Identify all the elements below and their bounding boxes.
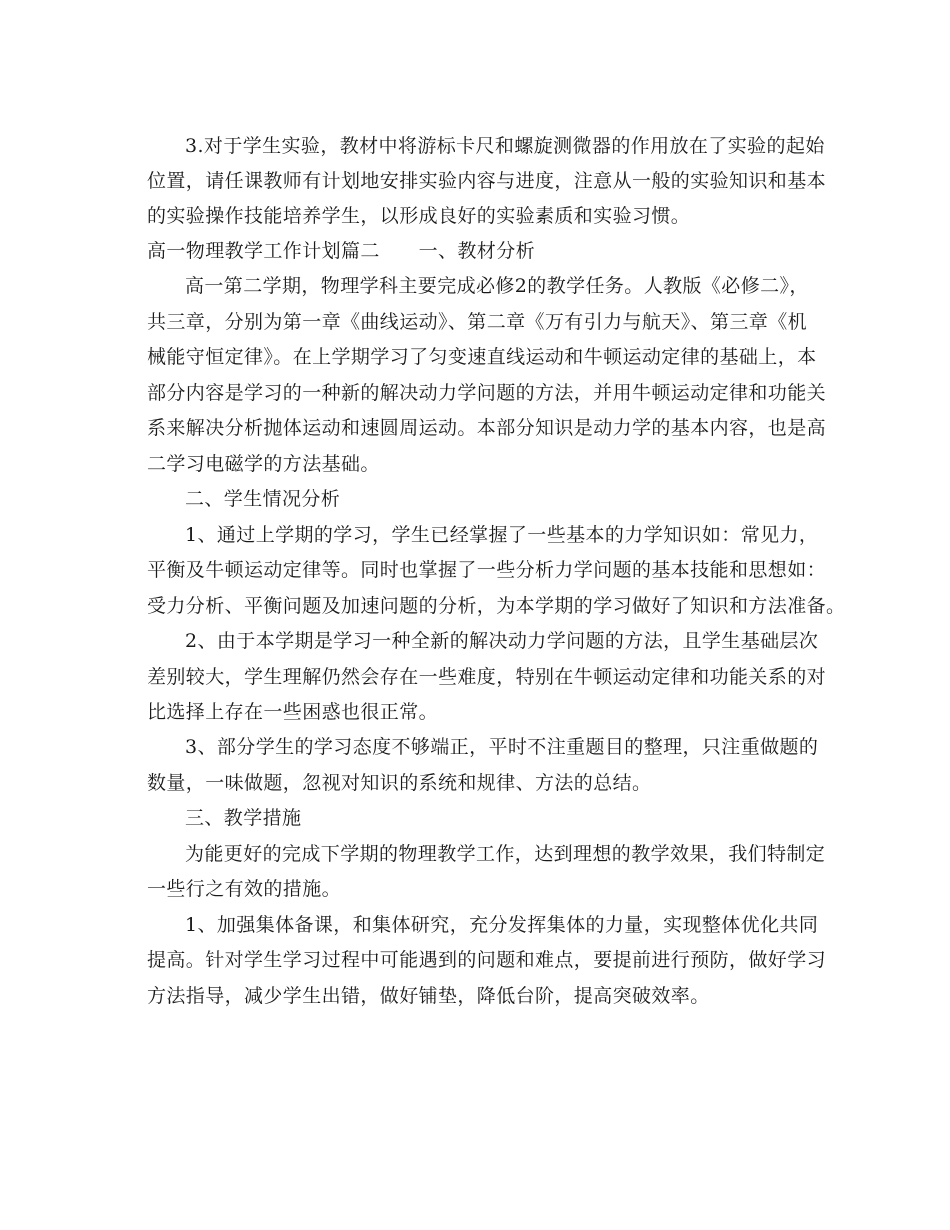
text-line: 提高。针对学生学习过程中可能遇到的问题和难点，要提前进行预防，做好学习 xyxy=(147,949,827,971)
text-line: 二学习电磁学的方法基础。 xyxy=(147,453,380,475)
text-line: 平衡及牛顿运动定律等。同时也掌握了一些分析力学问题的基本技能和思想如： xyxy=(147,559,827,581)
text-line: 数量，一味做题，忽视对知识的系统和规律、方法的总结。 xyxy=(147,772,652,794)
text-line: 部分内容是学习的一种新的解决动力学问题的方法，并用牛顿运动定律和功能关 xyxy=(147,382,827,404)
text-line: 3、部分学生的学习态度不够端正，平时不注重题目的整理，只注重做题的 xyxy=(185,736,819,758)
text-line: 位置，请任课教师有计划地安排实验内容与进度，注意从一般的实验知识和基本 xyxy=(147,170,827,192)
text-line: 比选择上存在一些困惑也很正常。 xyxy=(147,701,439,723)
text-line: 高一第二学期，物理学科主要完成必修2的教学任务。人教版《必修二》， xyxy=(185,275,809,297)
section-heading: 高一物理教学工作计划篇二 一、教材分析 xyxy=(147,240,536,262)
text-line: 一些行之有效的措施。 xyxy=(147,878,342,900)
text-line: 的实验操作技能培养学生，以形成良好的实验素质和实验习惯。 xyxy=(147,205,691,227)
text-line: 差别较大，学生理解仍然会存在一些难度，特别在牛顿运动定律和功能关系的对 xyxy=(147,666,827,688)
text-line: 共三章，分别为第一章《曲线运动》、第二章《万有引力与航天》、第三章《机 xyxy=(147,311,808,333)
section-heading: 二、学生情况分析 xyxy=(185,488,341,510)
text-line: 方法指导，减少学生出错，做好铺垫，降低台阶，提高突破效率。 xyxy=(147,985,710,1007)
text-line: 系来解决分析抛体运动和速圆周运动。本部分知识是动力学的基本内容，也是高 xyxy=(147,417,827,439)
text-line: 1、加强集体备课，和集体研究，充分发挥集体的力量，实现整体优化共同 xyxy=(185,914,819,936)
text-line: 2、由于本学期是学习一种全新的解决动力学问题的方法，且学生基础层次 xyxy=(185,630,819,652)
text-line: 为能更好的完成下学期的物理教学工作，达到理想的教学效果，我们特制定 xyxy=(185,843,826,865)
text-line: 械能守恒定律》。在上学期学习了匀变速直线运动和牛顿运动定律的基础上，本 xyxy=(147,346,817,368)
text-line: 受力分析、平衡问题及加速问题的分析，为本学期的学习做好了知识和方法准备。 xyxy=(147,595,846,617)
text-line: 3.对于学生实验，教材中将游标卡尺和螺旋测微器的作用放在了实验的起始 xyxy=(185,135,825,157)
text-line: 1、通过上学期的学习，学生已经掌握了一些基本的力学知识如：常见力， xyxy=(185,524,819,546)
section-heading: 三、教学措施 xyxy=(185,807,302,829)
